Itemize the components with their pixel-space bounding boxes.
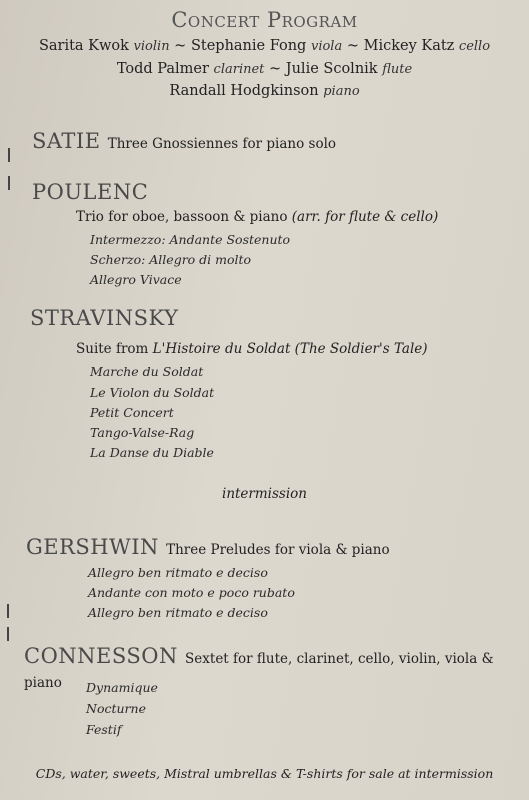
movement: Intermezzo: Andante Sostenuto	[90, 232, 291, 247]
performer-instrument: viola	[310, 39, 343, 54]
movement: Scherzo: Allegro di molto	[90, 252, 252, 267]
composer-connesson: CONNESSON Sextet for flute, clarinet, cello, violin, viola & piano	[24, 644, 494, 691]
performer-instrument: clarinet	[213, 62, 265, 77]
movement: Andante con moto e poco rubato	[88, 585, 295, 600]
binding-mark	[8, 148, 10, 162]
composer-stravinsky: STRAVINSKY	[30, 306, 179, 330]
composer-satie: SATIE Three Gnossiennes for piano solo	[32, 129, 337, 153]
composer-gershwin: GERSHWIN Three Preludes for viola & piano	[26, 535, 390, 559]
movement: Dynamique	[86, 680, 158, 695]
movement: Le Violon du Soldat	[90, 385, 215, 400]
performer-name: Sarita Kwok	[38, 38, 129, 54]
separator: ~	[342, 38, 364, 54]
movement: Allegro Vivace	[90, 272, 182, 287]
composer-poulenc: POULENC	[32, 180, 149, 204]
binding-mark	[7, 627, 9, 641]
footer-note: CDs, water, sweets, Mistral umbrellas & T-shirts for sale at intermission	[35, 766, 494, 781]
separator: ~	[169, 38, 191, 54]
movement: Nocturne	[86, 701, 146, 716]
movement: Petit Concert	[90, 405, 174, 420]
movement: Tango-Valse-Rag	[90, 425, 195, 440]
performer-instrument: piano	[323, 84, 360, 99]
work-poulenc: Trio for oboe, bassoon & piano (arr. for flute & cello)	[76, 209, 439, 225]
work-connesson: Sextet for flute, clarinet, cello, violin, viola & piano	[24, 651, 494, 691]
binding-mark	[8, 176, 10, 190]
work-gershwin: Three Preludes for viola & piano	[166, 542, 390, 558]
performer-name: Randall Hodgkinson	[169, 83, 319, 99]
performers-line-2	[0, 61, 529, 77]
movement: Allegro ben ritmato e deciso	[88, 565, 268, 580]
performers-line-1	[0, 38, 529, 54]
performer-name: Todd Palmer	[116, 61, 209, 77]
performer-instrument: violin	[133, 39, 170, 54]
movement: Festif	[86, 722, 122, 737]
performer-name: Julie Scolnik	[285, 61, 378, 77]
movement: Allegro ben ritmato e deciso	[88, 605, 268, 620]
work-note: (arr. for flute & cello)	[291, 209, 439, 225]
work-satie: Three Gnossiennes for piano solo	[107, 136, 337, 152]
performer-instrument: flute	[382, 62, 413, 77]
performer-name: Mickey Katz	[363, 38, 455, 54]
performers-line-3	[0, 83, 529, 99]
performer-instrument: cello	[458, 39, 491, 54]
intermission-label: intermission	[222, 486, 307, 502]
separator: ~	[264, 61, 286, 77]
movement: Marche du Soldat	[90, 364, 204, 379]
page-title: Concert Program	[171, 8, 358, 32]
work-stravinsky: Suite from L'Histoire du Soldat (The Soldier's Tale)	[76, 341, 428, 357]
movement: La Danse du Diable	[90, 445, 214, 460]
performer-name: Stephanie Fong	[190, 38, 307, 54]
binding-mark	[7, 604, 9, 618]
